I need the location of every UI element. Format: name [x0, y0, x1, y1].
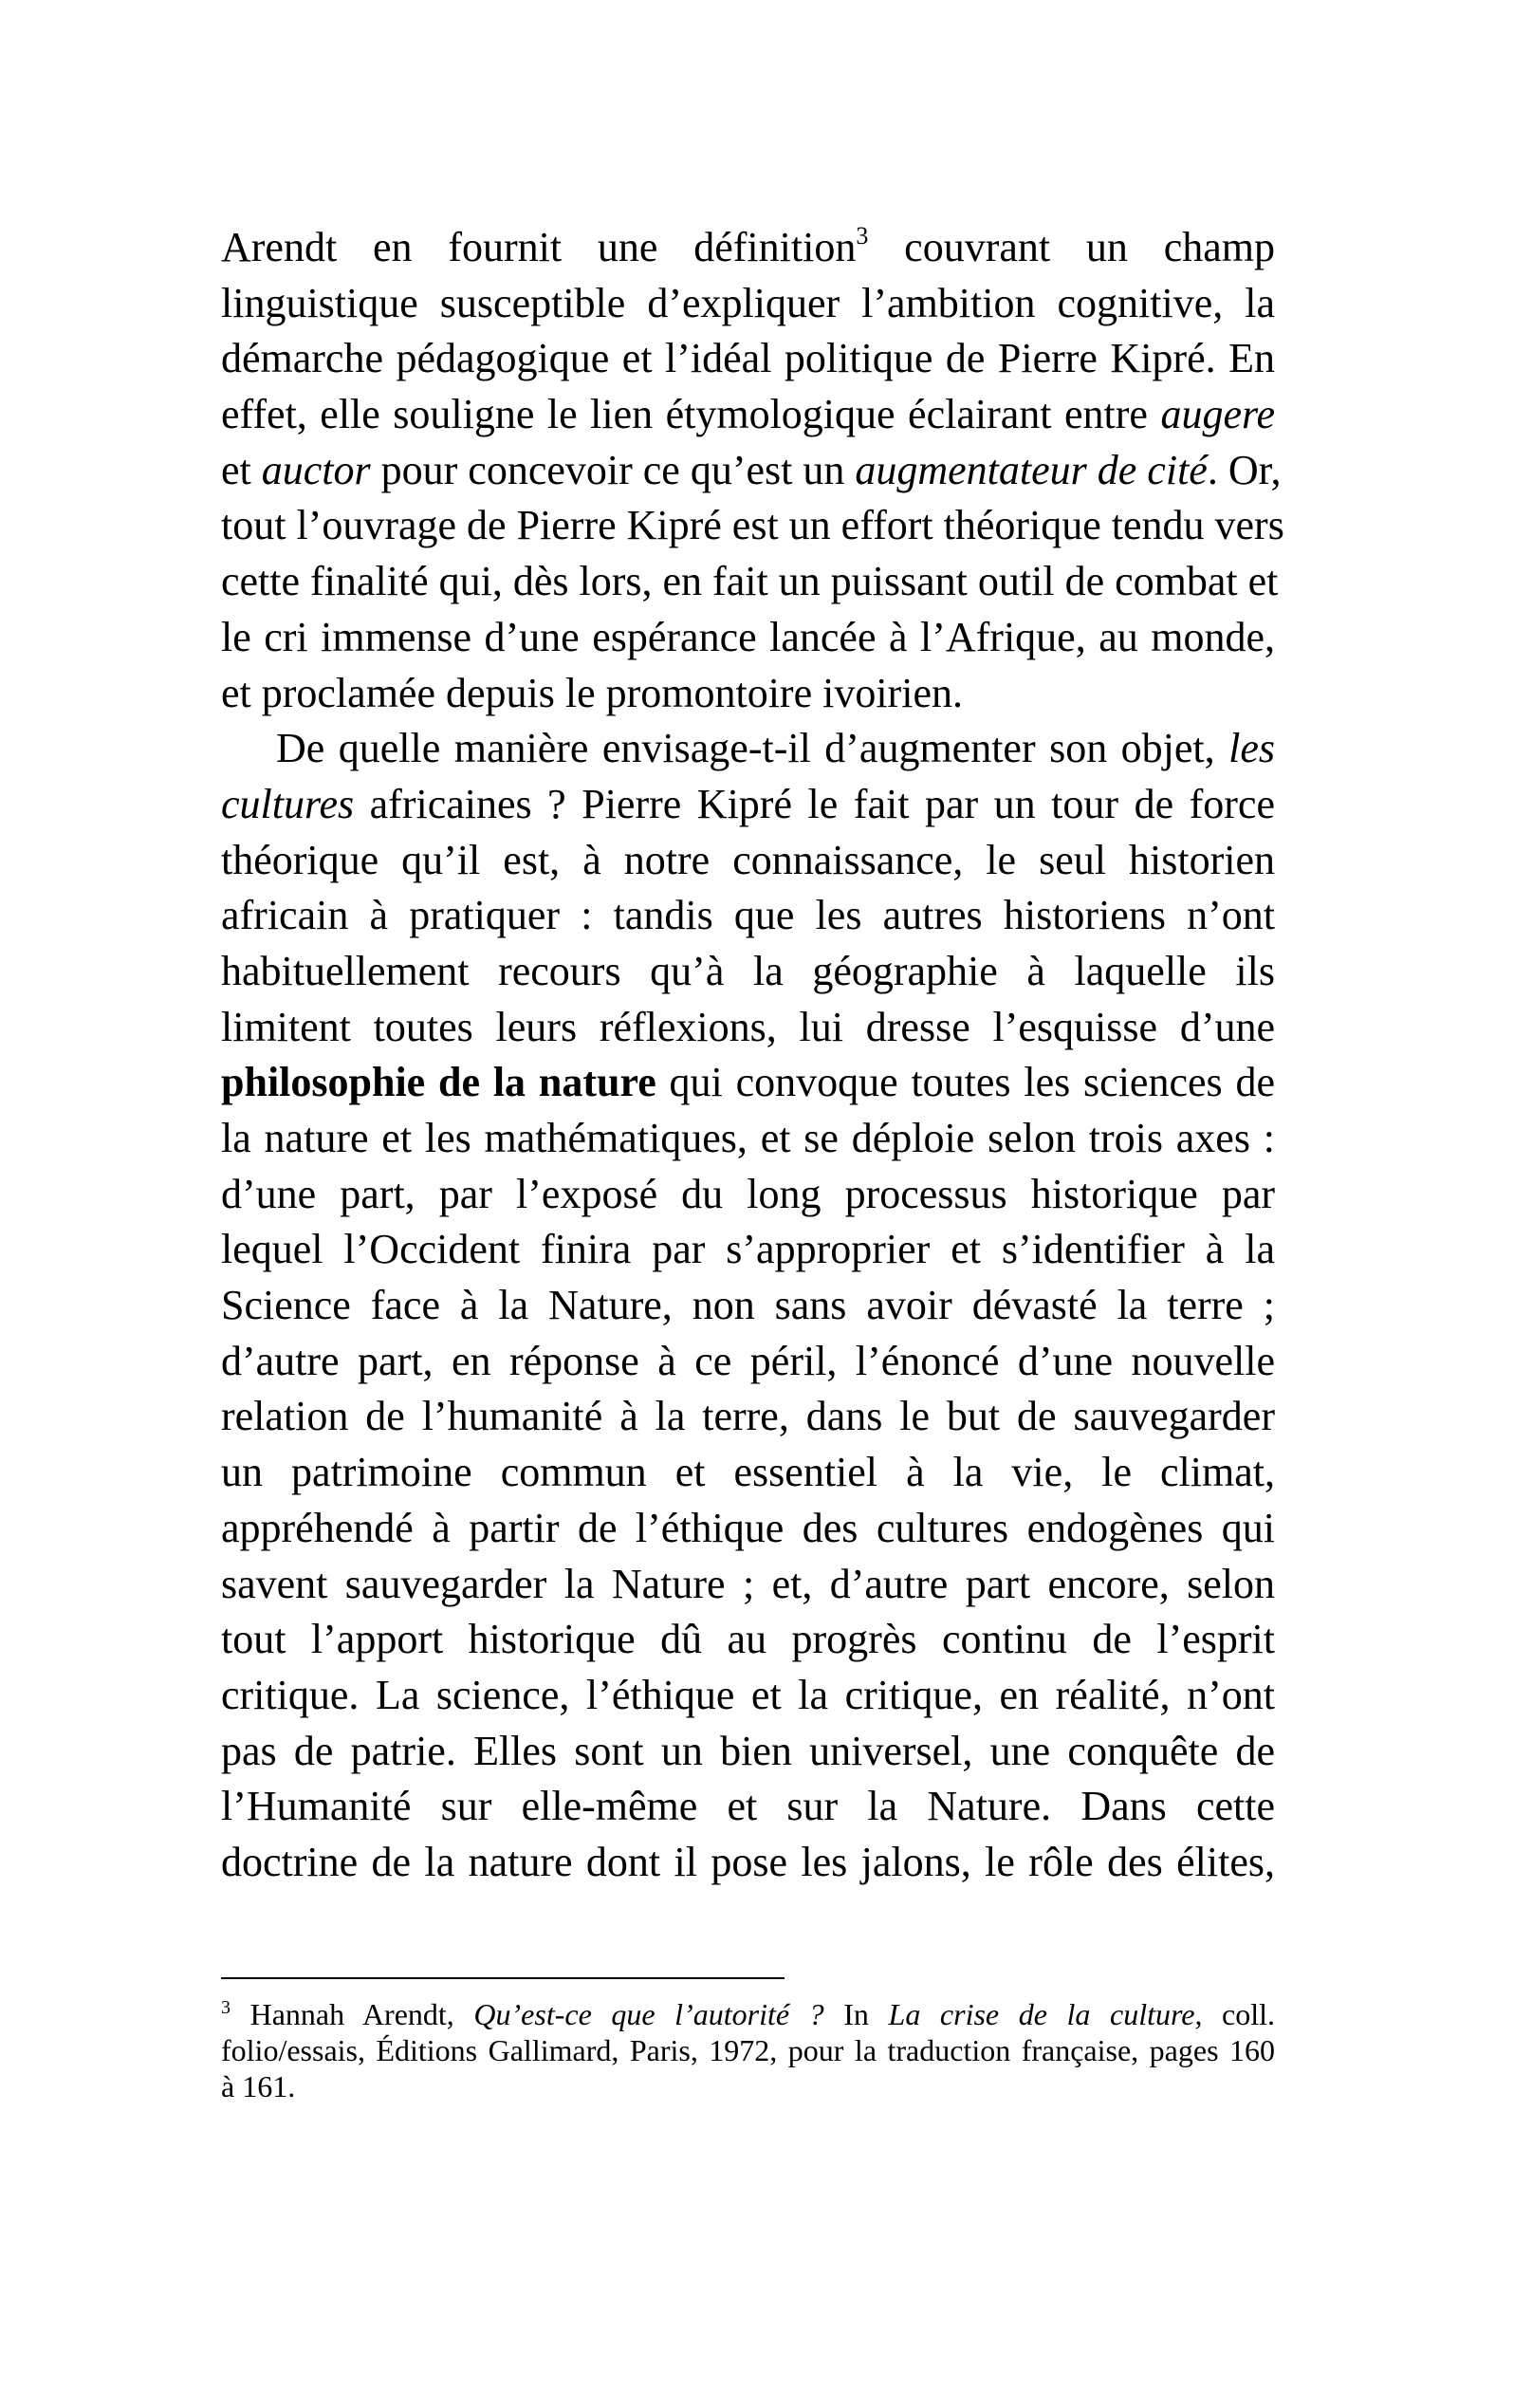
text-segment: lequel l’Occident finira par s’approprier et s’identifier à la — [221, 1226, 1275, 1273]
paragraph-2-line — [221, 1389, 1275, 1445]
paragraph-2-line — [221, 1779, 1275, 1835]
footnote-reference: 3 — [856, 222, 869, 250]
paragraph-2 — [221, 721, 1275, 1890]
paragraph-1-line — [221, 331, 1275, 387]
footnote-line — [221, 2032, 1275, 2068]
italic-text: cultures — [221, 780, 355, 827]
text-segment: le cri immense d’une espérance lancée à l’Afrique, au monde, — [221, 613, 1275, 660]
paragraph-1-line — [221, 610, 1275, 666]
paragraph-2-line — [221, 1167, 1275, 1223]
italic-text: Qu’est-ce que l’autorité ? — [473, 1997, 824, 2031]
text-segment: démarche pédagogique et l’idéal politique de Pierre Kipré. En — [221, 335, 1275, 382]
text-segment: De quelle manière envisage-t-il d’augmenter son objet, — [276, 725, 1229, 772]
footnote-line — [221, 2068, 1275, 2104]
italic-text: La crise de la culture — [888, 1997, 1195, 2031]
text-segment: tout l’ouvrage de Pierre Kipré est un effort théorique tendu vers — [221, 502, 1284, 549]
paragraph-2-line — [221, 833, 1275, 889]
text-segment: à 161. — [221, 2069, 296, 2103]
text-segment: doctrine de la nature dont il pose les jalons, le rôle des élites, — [221, 1838, 1275, 1885]
text-segment: appréhendé à partir de l’éthique des cultures endogènes qui — [221, 1504, 1275, 1551]
paragraph-1-line — [221, 443, 1282, 499]
paragraph-2-line — [221, 1334, 1275, 1390]
footnote — [221, 1996, 1275, 2104]
text-segment: la nature et les mathématiques, et se déploie selon trois axes : — [221, 1115, 1275, 1161]
paragraph-2-line — [221, 1278, 1275, 1334]
text-segment: d’une part, par l’exposé du long processus historique par — [221, 1170, 1275, 1217]
text-segment: africaines ? Pierre Kipré le fait par un tour de force — [354, 780, 1275, 827]
text-segment: un patrimoine commun et essentiel à la vie, le climat, — [221, 1449, 1275, 1496]
paragraph-2-line — [221, 944, 1275, 1000]
text-segment: folio/essais, Éditions Gallimard, Paris, 1972, pour la traduction française, pages 160 — [221, 2033, 1275, 2067]
paragraph-2-line — [221, 1835, 1275, 1891]
text-segment: africain à pratiquer : tandis que les autres historiens n’ont — [221, 892, 1275, 939]
paragraph-2-line — [221, 1111, 1275, 1167]
text-segment: habituellement recours qu’à la géographie à laquelle ils — [221, 947, 1275, 994]
paragraph-1-line — [221, 554, 1279, 610]
paragraph-1-line — [221, 387, 1275, 443]
text-segment: pour concevoir ce qu’est un — [370, 446, 856, 493]
paragraph-1 — [221, 220, 1284, 721]
paragraph-2-line — [221, 721, 1275, 777]
paragraph-2-line — [221, 888, 1275, 944]
text-segment: et — [221, 446, 262, 493]
paragraph-2-line — [221, 1612, 1275, 1668]
text-segment: couvrant un champ — [868, 224, 1276, 270]
text-segment: théorique qu’il est, à notre connaissance, le seul historien — [221, 836, 1275, 883]
paragraph-1-line — [221, 666, 1275, 722]
paragraph-2-line — [221, 1724, 1275, 1780]
text-segment: et proclamée depuis le promontoire ivoirien. — [221, 669, 963, 716]
text-segment: linguistique susceptible d’expliquer l’ambition cognitive, la — [221, 279, 1275, 326]
italic-text: augere — [1160, 391, 1275, 438]
italic-text: les — [1228, 725, 1275, 772]
text-segment: qui convoque toutes les sciences de — [655, 1059, 1275, 1106]
text-segment: , coll. — [1194, 1997, 1276, 2031]
page-body — [221, 220, 1284, 1891]
text-segment: l’Humanité sur elle-même et sur la Nature. Dans cette — [221, 1783, 1275, 1830]
footnote-line — [221, 1996, 1275, 2032]
text-segment: savent sauvegarder la Nature ; et, d’autre part encore, selon — [221, 1560, 1275, 1607]
text-segment: tout l’apport historique dû au progrès continu de l’esprit — [221, 1616, 1275, 1663]
text-segment: Hannah Arendt, — [231, 1997, 474, 2031]
italic-text: auctor — [261, 446, 371, 493]
text-segment: effet, elle souligne le lien étymologique éclairant entre — [221, 391, 1161, 438]
text-segment: critique. La science, l’éthique et la critique, en réalité, n’ont — [221, 1671, 1275, 1718]
paragraph-2-line — [221, 1000, 1275, 1056]
text-segment: Science face à la Nature, non sans avoir dévasté la terre ; — [221, 1282, 1275, 1329]
paragraph-2-line — [221, 1055, 1275, 1111]
italic-text: augmentateur de cité — [855, 446, 1208, 493]
paragraph-2-line — [221, 1668, 1275, 1724]
paragraph-2-line — [221, 1222, 1275, 1278]
text-segment: . Or, — [1207, 446, 1282, 493]
paragraph-1-line — [221, 498, 1284, 554]
text-segment: In — [823, 1997, 889, 2031]
bold-text: philosophie de la nature — [221, 1059, 656, 1106]
paragraph-1-line — [221, 220, 1275, 276]
text-segment: d’autre part, en réponse à ce péril, l’énoncé d’une nouvelle — [221, 1337, 1275, 1384]
text-segment: relation de l’humanité à la terre, dans le but de sauvegarder — [221, 1393, 1275, 1440]
text-segment: Arendt en fournit une définition — [221, 224, 857, 270]
text-segment: pas de patrie. Elles sont un bien universel, une conquête de — [221, 1727, 1275, 1774]
paragraph-2-line — [221, 777, 1275, 833]
paragraph-2-line — [221, 1501, 1275, 1557]
footnote-reference: 3 — [221, 1997, 231, 2018]
paragraph-2-line — [221, 1557, 1275, 1613]
text-segment: cette finalité qui, dès lors, en fait un puissant outil de combat et — [221, 558, 1279, 605]
paragraph-1-line — [221, 276, 1275, 332]
footnote-separator — [221, 1977, 785, 1979]
paragraph-2-line — [221, 1445, 1275, 1501]
text-segment: limitent toutes leurs réflexions, lui dresse l’esquisse d’une — [221, 1003, 1275, 1050]
